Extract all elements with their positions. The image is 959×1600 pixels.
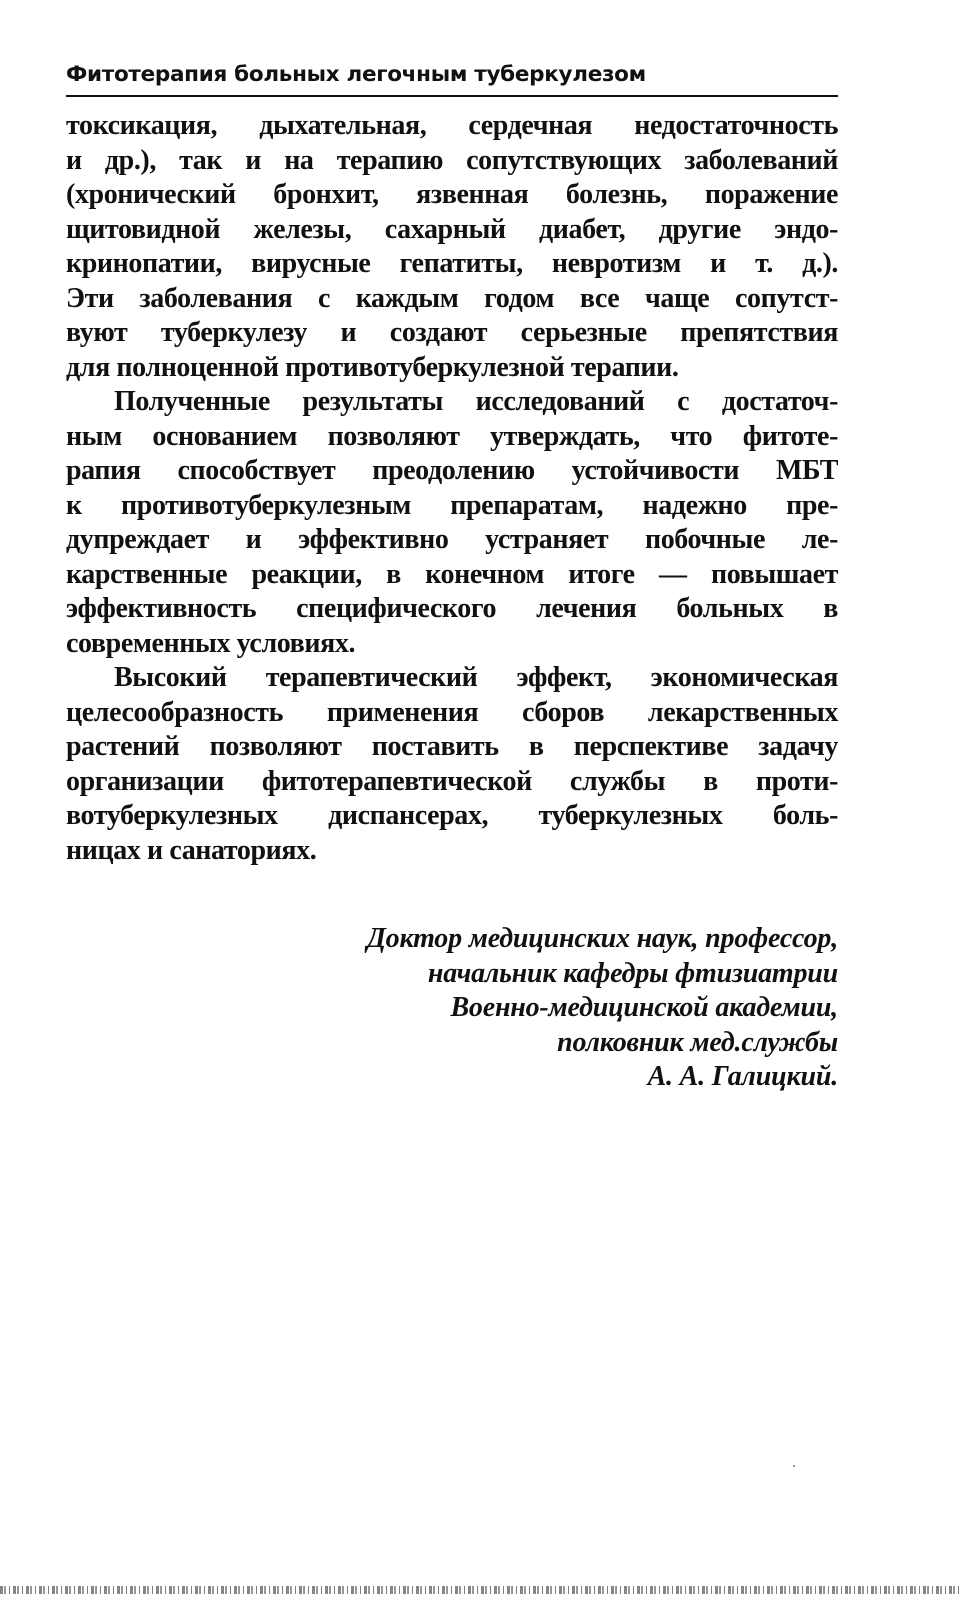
text-line: Полученные результаты исследований с достаточ- <box>114 386 838 417</box>
text-line: ницах и санаториях. <box>66 834 317 866</box>
book-page <box>66 62 838 1095</box>
text-line: вуют туберкулезу и создают серьезные препятствия <box>66 317 838 348</box>
text-line: (хронический бронхит, язвенная болезнь, поражение <box>66 179 838 210</box>
text-line: Высокий терапевтический эффект, экономическая <box>114 662 838 693</box>
text-line: Эти заболевания с каждым годом все чаще сопутст- <box>66 282 838 314</box>
text-line: целесообразность применения сборов лекарственных <box>66 696 838 728</box>
text-line: эффективность специфического лечения больных в <box>66 593 838 624</box>
text-line: организации фитотерапевтической службы в проти- <box>66 765 838 797</box>
running-header: Фитотерапия больных легочным туберкулезом <box>66 62 838 97</box>
signature-line: полковник мед.службы <box>557 1026 838 1058</box>
text-line: кринопатии, вирусные гепатиты, невротизм и т. д.). <box>66 248 838 279</box>
scan-edge-artifact <box>0 1586 959 1594</box>
text-line: щитовидной железы, сахарный диабет, другие эндо- <box>66 213 838 245</box>
signature-line: Доктор медицинских наук, профессор, <box>366 923 838 954</box>
signature-author-name: А. А. Галицкий. <box>647 1061 838 1092</box>
text-line: современных условиях. <box>66 627 356 659</box>
signature-line: Военно-медицинской академии, <box>450 992 838 1023</box>
paragraph-3 <box>66 661 838 868</box>
text-line: к противотуберкулезным препаратам, надежно пре- <box>66 489 838 521</box>
body-text <box>66 109 838 868</box>
text-line: рапия способствует преодолению устойчивости МБТ <box>66 455 838 486</box>
paragraph-1 <box>66 109 838 385</box>
scan-speck <box>793 1465 795 1467</box>
text-line: ным основанием позволяют утверждать, что фитоте- <box>66 420 838 452</box>
text-line: вотуберкулезных диспансерах, туберкулезных боль- <box>66 800 838 831</box>
text-line: дупреждает и эффективно устраняет побочные ле- <box>66 524 838 555</box>
text-line: карственные реакции, в конечном итоге — повышает <box>66 558 838 590</box>
signature-line: начальник кафедры фтизиатрии <box>427 957 838 989</box>
text-line: токсикация, дыхательная, сердечная недостаточность <box>66 110 838 141</box>
text-line: растений позволяют поставить в перспективе задачу <box>66 731 838 762</box>
paragraph-2 <box>66 385 838 661</box>
text-line: и др.), так и на терапию сопутствующих заболеваний <box>66 144 838 176</box>
text-line: для полноценной противотуберкулезной терапии. <box>66 351 679 383</box>
author-signature-block <box>66 922 838 1095</box>
